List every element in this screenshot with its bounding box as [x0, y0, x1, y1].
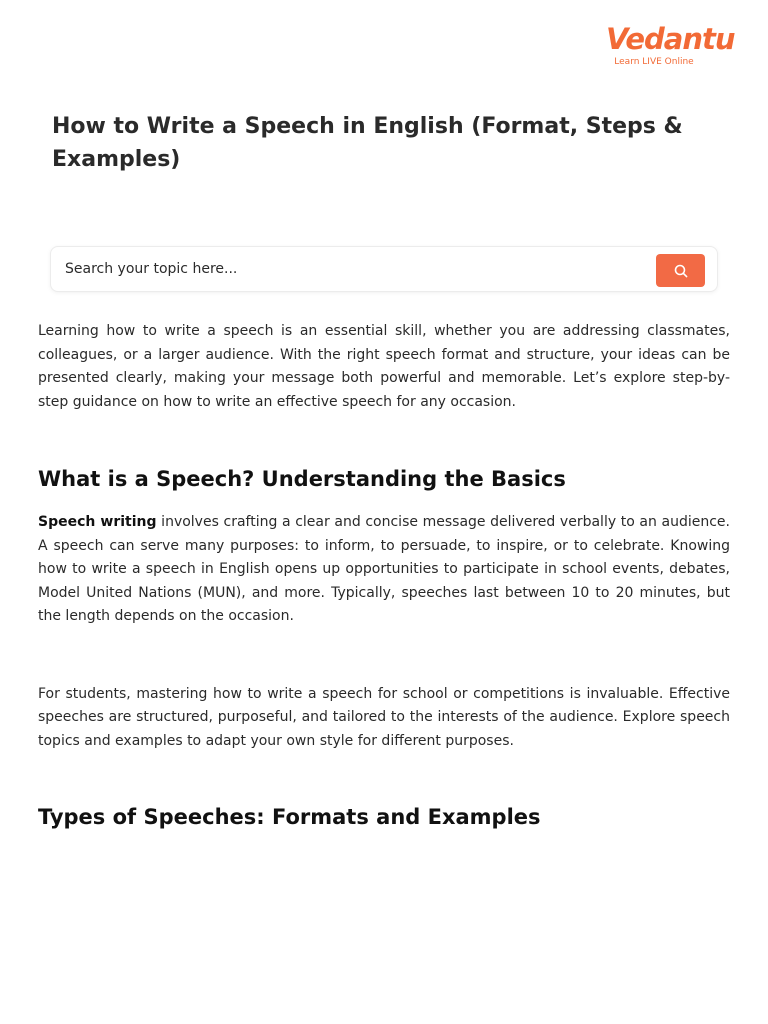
search-button[interactable]: [656, 254, 705, 287]
search-input[interactable]: [65, 247, 645, 291]
vedantu-logo[interactable]: [606, 22, 735, 67]
bold-term: Speech writing: [38, 514, 157, 530]
search-bar: [50, 246, 718, 292]
section-heading-basics: What is a Speech? Understanding the Basics: [38, 467, 566, 491]
paragraph-text: involves crafting a clear and concise message delivered verbally to an audience. A speech can serve many purposes: to inform, to persuade, to inspire, or to celebrate. Knowing how to write a speech in English opens up opportunities to participate in school events, debates, Model United Nations (MUN), and more. Typically, speeches last between 10 to 20 minutes, but the length depends on the occasion.: [38, 514, 730, 624]
search-icon: [656, 264, 705, 278]
page-title: How to Write a Speech in English (Format, Steps & Examples): [52, 114, 683, 172]
intro-paragraph: Learning how to write a speech is an essential skill, whether you are addressing classmates, colleagues, or a larger audience. With the right speech format and structure, your ideas can be presented clearly, making your message both powerful and memorable. Let’s explore step-by-step guidance on how to write an effective speech for any occasion.: [38, 323, 730, 410]
students-paragraph: For students, mastering how to write a speech for school or competitions is invaluable. Effective speeches are structured, purposeful, and tailored to the interests of the audience. Explore speech topics and examples to adapt your own style for different purposes.: [38, 685, 730, 749]
logo-tagline: Learn LIVE Online: [614, 57, 694, 67]
speech-writing-paragraph: [38, 511, 730, 629]
logo-wordmark: Vedantu: [606, 22, 735, 56]
section-heading-types: Types of Speeches: Formats and Examples: [38, 805, 541, 829]
article-body: [38, 320, 730, 831]
